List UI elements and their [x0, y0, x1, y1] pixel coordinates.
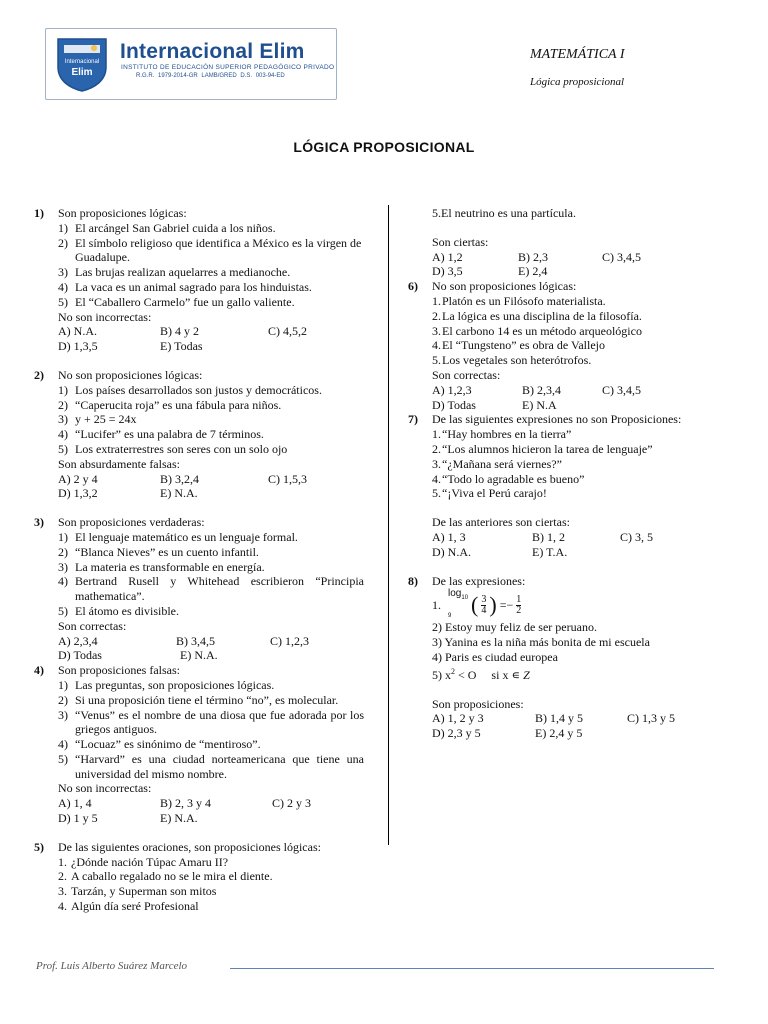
option: B) 3,2,4: [160, 471, 199, 486]
list-item: 3. Tarzán, y Superman son mitos: [58, 884, 217, 899]
answer-options: [58, 472, 364, 502]
list-item: 4. Algún día seré Profesional: [58, 899, 199, 914]
list-item: 2. La lógica es una disciplina de la filosofía.: [432, 308, 642, 323]
list-item: 2) El símbolo religioso que identifica a México es la virgen de Guadalupe.: [58, 235, 362, 265]
question-6: [408, 279, 708, 412]
answer-options: [58, 634, 364, 664]
option: B) 2,3,4: [522, 382, 561, 397]
question-number: 2): [34, 367, 44, 382]
list-item: 4) Paris es ciudad europea: [432, 649, 558, 664]
question-stem: No son proposiciones lógicas:: [58, 367, 203, 382]
option: E) 2,4: [518, 264, 548, 279]
question-prompt: No son incorrectas:: [58, 781, 152, 796]
list-item: 4. El “Tungsteno” es obra de Vallejo: [432, 338, 605, 353]
log-function: $\log_{10 9}$: [448, 587, 469, 620]
list-item: 2) “Caperucita roja” es una fábula para niños.: [58, 397, 282, 412]
option: B) 3,4,5: [176, 633, 215, 648]
answer-options: [432, 530, 708, 560]
option: D) 1,3,5: [58, 339, 98, 354]
option: E) N.A: [522, 397, 557, 412]
list-item: 1. Platón es un Filósofo materialista.: [432, 293, 606, 308]
footer-rule: [230, 968, 714, 969]
option: A) 1, 2 y 3: [432, 711, 484, 726]
question-prompt: Son proposiciones:: [432, 696, 524, 711]
question-number: 3): [34, 515, 44, 530]
column-divider: [388, 205, 389, 845]
question-1: [34, 206, 364, 354]
option: C) 1,5,3: [268, 471, 307, 486]
option: A) 2,3,4: [58, 633, 98, 648]
option: A) 1, 4: [58, 796, 92, 811]
option: A) 1,2,3: [432, 382, 472, 397]
option: D) Todas: [58, 648, 102, 663]
list-item: 1) Las preguntas, son proposiciones lógicas.: [58, 677, 275, 692]
option: D) 2,3 y 5: [432, 726, 481, 741]
question-stem: Son proposiciones verdaderas:: [58, 515, 205, 530]
list-item: 5) El “Caballero Carmelo” fue un gallo valiente.: [58, 294, 295, 309]
question-prompt: Son ciertas:: [432, 234, 489, 249]
list-item: 1) El lenguaje matemático es un lenguaje formal.: [58, 529, 298, 544]
option: B) 4 y 2: [160, 324, 199, 339]
list-item: 3. El carbono 14 es un método arqueológico: [432, 323, 642, 338]
question-number: 6): [408, 279, 418, 294]
option: B) 1, 2: [532, 529, 565, 544]
list-item: 4. “Todo lo agradable es bueno”: [432, 471, 585, 486]
option: C) 3,4,5: [602, 249, 641, 264]
question-stem: De las siguientes expresiones no son Proposiciones:: [432, 412, 682, 427]
question-5: [34, 840, 364, 914]
subject-name: Lógica proposicional: [530, 76, 625, 88]
answer-options: [432, 711, 708, 741]
list-item: 5.El neutrino es una partícula.: [432, 206, 576, 220]
log-expression: 1. $\log_{10 9}$ ( $\frac{3}{4}$ ) =− $\frac{1}{2}$: [432, 590, 708, 620]
question-4: [34, 663, 364, 826]
option: C) 3, 5: [620, 529, 653, 544]
fraction: $\frac{3}{4}$: [481, 593, 487, 616]
option: A) 1, 3: [432, 529, 466, 544]
question-8: [408, 574, 708, 741]
question-stem: De las siguientes oraciones, son proposiciones lógicas:: [58, 839, 321, 854]
institution-name: Internacional Elim: [120, 40, 305, 63]
option: D) N.A.: [432, 544, 471, 559]
list-item: 4) “Locuaz” es sinónimo de “mentiroso”.: [58, 737, 261, 752]
answer-options: [432, 250, 708, 280]
list-item: 3) Las brujas realizan aquelarres a medianoche.: [58, 265, 291, 280]
fraction: $\frac{1}{2}$: [516, 593, 522, 616]
question-3: [34, 515, 364, 663]
question-number: 4): [34, 663, 44, 678]
question-prompt: Son absurdamente falsas:: [58, 456, 180, 471]
right-paren: ): [489, 592, 497, 618]
answer-options: [58, 324, 364, 354]
list-item: 5. “¡Viva el Perú carajo!: [432, 486, 547, 501]
question-stem: De las expresiones:: [432, 573, 526, 588]
question-7: [408, 412, 708, 559]
option: A) 1,2: [432, 249, 463, 264]
institution-subtitle: INSTITUTO DE EDUCACIÓN SUPERIOR PEDAGÓGICO PRIVADO: [121, 64, 335, 71]
list-item: 2) Si una proposición tiene el término “no”, es molecular.: [58, 692, 339, 707]
option: D) Todas: [432, 397, 476, 412]
left-column: [34, 206, 364, 914]
option: E) 2,4 y 5: [535, 726, 583, 741]
option: B) 2,3: [518, 249, 548, 264]
question-stem: Son proposiciones lógicas:: [58, 206, 187, 220]
option: C) 3,4,5: [602, 382, 641, 397]
option: E) N.A.: [180, 648, 218, 663]
option: E) N.A.: [160, 811, 198, 826]
option: B) 2, 3 y 4: [160, 796, 211, 811]
list-item: 5) $x^2 < O$ si x ∊ Z: [432, 666, 530, 682]
list-item: 3) Yanina es la niña más bonita de mi escuela: [432, 635, 650, 650]
option: D) 3,5: [432, 264, 463, 279]
option: B) 1,4 y 5: [535, 711, 583, 726]
question-prompt: De las anteriores son ciertas:: [432, 515, 570, 530]
question-stem: No son proposiciones lógicas:: [432, 279, 577, 294]
option: E) N.A.: [160, 486, 198, 501]
list-item: 1) Los países desarrollados son justos y democráticos.: [58, 382, 322, 397]
minus-sign: =−: [499, 597, 514, 612]
right-column: [408, 206, 708, 741]
list-item: 2) Estoy muy feliz de ser peruano.: [432, 620, 597, 635]
option: C) 1,3 y 5: [627, 711, 675, 726]
list-item: 5) Los extraterrestres son seres con un solo ojo: [58, 441, 288, 456]
footer-author: Prof. Luis Alberto Suárez Marcelo: [36, 960, 188, 972]
list-item: 5) “Harvard” es una ciudad norteamericana que tiene una universidad del mismo nombre.: [58, 751, 364, 781]
option: A) N.A.: [58, 324, 97, 339]
list-item: 4) “Lucifer” es una palabra de 7 términos.: [58, 427, 264, 442]
option: E) Todas: [160, 339, 203, 354]
question-number: 5): [34, 839, 44, 854]
question-number: 8): [408, 573, 418, 588]
option: C) 2 y 3: [272, 796, 311, 811]
question-2: [34, 368, 364, 501]
list-item: 2. A caballo regalado no se le mira el diente.: [58, 869, 273, 884]
question-prompt: Son correctas:: [58, 618, 127, 633]
emblem-text-line2: Elim: [71, 67, 93, 78]
emblem-text-line1: Internacional: [64, 59, 100, 65]
question-number: 7): [408, 412, 418, 427]
list-item: 1. ¿Dónde nación Túpac Amaru II?: [58, 854, 229, 869]
list-item: 4) Bertrand Rusell y Whitehead escribieron “Principia mathematica”.: [58, 574, 364, 604]
page-title: LÓGICA PROPOSICIONAL: [293, 139, 475, 155]
question-5-continued: [408, 206, 708, 279]
list-item: 3) La materia es transformable en energía.: [58, 559, 265, 574]
list-item: 3) y + 25 = 24x: [58, 412, 137, 427]
institution-registration: R.G.R. 1979-2014-GR LAMB/GRED D.S. 003-94-ED: [136, 73, 285, 79]
shield-emblem-icon: [52, 33, 112, 93]
option: D) 1,3,2: [58, 486, 98, 501]
option: C) 4,5,2: [268, 324, 307, 339]
list-item: 3) “Venus” es el nombre de una diosa que fue adorada por los griegos antiguos.: [58, 707, 364, 737]
question-stem: Son proposiciones falsas:: [58, 663, 180, 678]
course-name: MATEMÁTICA I: [530, 47, 625, 62]
question-number: 1): [34, 206, 44, 220]
question-prompt: Son correctas:: [432, 367, 501, 382]
option: D) 1 y 5: [58, 811, 98, 826]
list-item: 1) El arcángel San Gabriel cuida a los niños.: [58, 220, 276, 235]
list-item: 1. “Hay hombres en la tierra”: [432, 427, 572, 442]
list-item: 5. Los vegetales son heterótrofos.: [432, 353, 592, 368]
option: C) 1,2,3: [270, 633, 309, 648]
left-paren: (: [471, 592, 479, 618]
list-item: 4) La vaca es un animal sagrado para los hinduistas.: [58, 279, 312, 294]
list-item: 5) El átomo es divisible.: [58, 603, 179, 618]
answer-options: [432, 383, 708, 413]
option: E) T.A.: [532, 544, 568, 559]
list-item: 2. “Los alumnos hicieron la tarea de lenguaje”: [432, 441, 653, 456]
list-item: 2) “Blanca Nieves” es un cuento infantil.: [58, 544, 259, 559]
option: A) 2 y 4: [58, 471, 98, 486]
list-item: 3. “¿Mañana será viernes?”: [432, 456, 562, 471]
answer-options: [58, 796, 364, 826]
question-prompt: No son incorrectas:: [58, 309, 152, 324]
